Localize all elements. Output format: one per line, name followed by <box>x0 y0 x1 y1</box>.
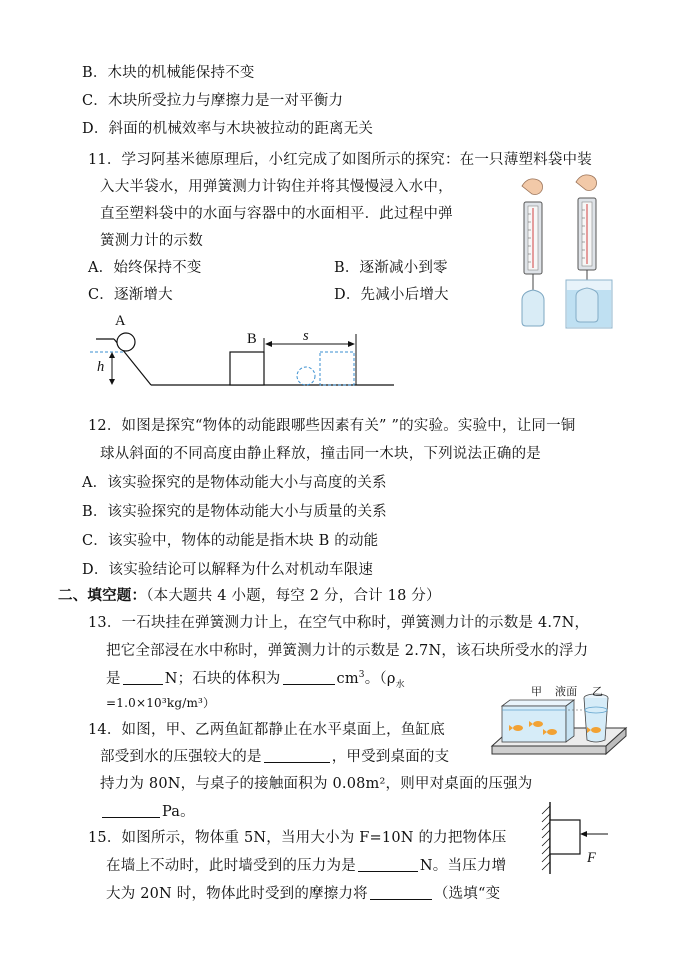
q15-line1: 15．如图所示，物体重 5N，当用大小为 F=10N 的力把物体压 <box>88 830 507 846</box>
q13-blank-volume[interactable] <box>283 670 335 685</box>
fig12-label-a: A <box>115 313 126 329</box>
section-title: 二、填空题： <box>58 587 147 604</box>
q11-option-a: A．始终保持不变 <box>88 260 202 276</box>
q14-line3: 持力为 80N，与桌子的接触面积为 0.08m²，则甲对桌面的压强为 <box>100 776 533 792</box>
q12-line1: 12．如图是探究“物体的动能跟哪些因素有关” ”的实验。实验中，让同一铜 <box>88 418 576 434</box>
q13-line1: 13．一石块挂在弹簧测力计上，在空气中称时，弹簧测力计的示数是 4.7N， <box>88 615 590 631</box>
q13-blank-buoyancy[interactable] <box>123 670 163 685</box>
q12-option-a: A．该实验探究的是物体动能大小与高度的关系 <box>82 475 387 491</box>
q11-line4: 簧测力计的示数 <box>100 233 203 249</box>
q14-line2: 部受到水的压强较大的是 ，甲受到桌面的支 <box>100 749 450 765</box>
q15-line3: 大为 20N 时，物体此时受到的摩擦力将 （选填“变 <box>106 886 501 902</box>
fig14-label-liquid-level: 液面 <box>555 685 578 698</box>
q14-blank-tank[interactable] <box>264 748 330 763</box>
q15-blank-wall-force[interactable] <box>358 857 418 872</box>
q10-option-b: B．木块的机械能保持不变 <box>82 65 255 81</box>
q12-option-d: D．该实验结论可以解释为什么对机动车限速 <box>82 562 374 578</box>
q13-line3: 是 N；石块的体积为 $cm^3$。（$\rho_水$ <box>106 670 405 690</box>
fig12-label-b: B <box>247 331 257 347</box>
q13-line2: 把它全部浸在水中称时，弹簧测力计的示数是 2.7N，该石块所受水的浮力 <box>106 643 589 659</box>
q11-option-b: B．逐渐减小到零 <box>334 260 448 276</box>
q12-option-b: B．该实验探究的是物体动能大小与质量的关系 <box>82 504 387 520</box>
q11-line3: 直至塑料袋中的水面与容器中的水面相平．此过程中弹 <box>100 206 453 222</box>
q12-line2: 球从斜面的不同高度由静止释放，撞击同一木块，下列说法正确的是 <box>100 446 541 462</box>
q11-line1: 11．学习阿基米德原理后，小红完成了如图所示的探究：在一只薄塑料袋中装 <box>88 152 592 168</box>
section-desc: （本大题共 4 小题，每空 2 分，合计 18 分） <box>146 588 441 604</box>
q14-line1: 14．如图，甲、乙两鱼缸都静止在水平桌面上，鱼缸底 <box>88 722 445 738</box>
fig12-label-s: s <box>303 328 309 344</box>
q15-blank-friction[interactable] <box>370 885 432 900</box>
q15-line2: 在墙上不动时，此时墙受到的压力为是 N。当压力增 <box>106 858 507 874</box>
q11-line2: 入大半袋水，用弹簧测力计钩住并将其慢慢浸入水中， <box>100 179 453 195</box>
q14-line4: Pa。 <box>100 802 195 822</box>
q10-option-d: D．斜面的机械效率与木块被拉动的距离无关 <box>82 121 374 137</box>
q10-option-c: C．木块所受拉力与摩擦力是一对平衡力 <box>82 93 344 109</box>
spring-scale-figure <box>508 172 620 332</box>
fig12-label-h: h <box>97 359 105 375</box>
q12-option-c: C．该实验中，物体的动能是指木块 B 的动能 <box>82 533 379 549</box>
q11-option-d: D．先减小后增大 <box>334 287 449 303</box>
fig14-label-jia: 甲 <box>531 685 543 698</box>
q14-blank-pressure[interactable] <box>102 803 160 818</box>
q11-option-c: C．逐渐增大 <box>88 287 173 303</box>
fig14-label-yi: 乙 <box>592 685 604 698</box>
wall-block-figure <box>536 798 612 878</box>
kinetic-energy-figure <box>84 312 400 392</box>
section-heading <box>58 586 441 606</box>
fig15-label-f: F <box>587 850 597 866</box>
q13-line4: =1.0×10³kg/m³） <box>106 696 216 710</box>
